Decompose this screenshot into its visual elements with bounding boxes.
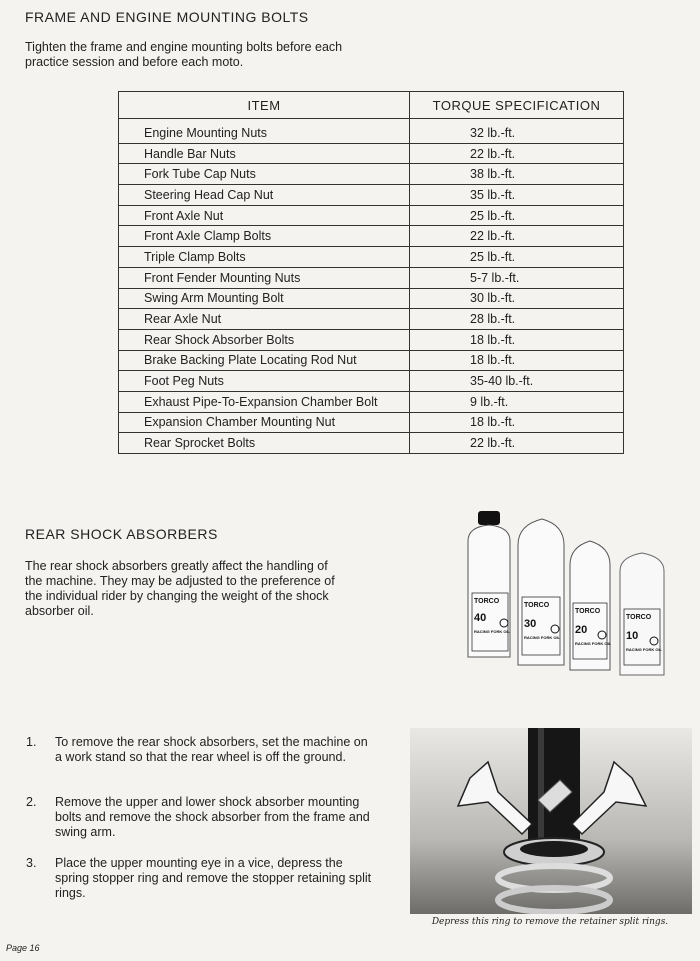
table-row	[119, 433, 624, 454]
shock-heading: REAR SHOCK ABSORBERS	[25, 526, 218, 542]
bottle-20-brand: TORCO	[575, 608, 601, 615]
table-row	[119, 267, 624, 288]
step-number: 1.	[26, 735, 37, 749]
item-cell: Triple Clamp Bolts	[119, 247, 410, 268]
torque-cell: 22 lb.-ft.	[410, 143, 624, 164]
fork-oil-bottles-photo	[460, 505, 695, 685]
item-cell: Rear Axle Nut	[119, 309, 410, 330]
step-text: Place the upper mounting eye in a vice, depress the spring stopper ring and remove the stopper retaining split rings.	[55, 856, 372, 900]
table-row	[119, 185, 624, 206]
page-number: Page 16	[6, 943, 40, 953]
table-row	[119, 371, 624, 392]
bottle-40-weight: 40	[474, 612, 487, 624]
table-row	[119, 309, 624, 330]
bottle-30-weight: 30	[524, 618, 537, 630]
item-cell: Handle Bar Nuts	[119, 143, 410, 164]
torque-cell: 22 lb.-ft.	[410, 433, 624, 454]
torque-cell: 5-7 lb.-ft.	[410, 267, 624, 288]
item-cell: Engine Mounting Nuts	[119, 119, 410, 144]
torque-cell: 18 lb.-ft.	[410, 329, 624, 350]
item-cell: Rear Shock Absorber Bolts	[119, 329, 410, 350]
torque-cell: 25 lb.-ft.	[410, 205, 624, 226]
item-cell: Fork Tube Cap Nuts	[119, 164, 410, 185]
torque-cell: 9 lb.-ft.	[410, 391, 624, 412]
bottle-10-label: RACING FORK OIL	[626, 647, 662, 652]
torque-cell: 35 lb.-ft.	[410, 185, 624, 206]
item-cell: Exhaust Pipe-To-Expansion Chamber Bolt	[119, 391, 410, 412]
table-row	[119, 391, 624, 412]
bottle-40-label: RACING FORK OIL	[474, 629, 510, 634]
item-cell: Front Axle Nut	[119, 205, 410, 226]
torque-cell: 38 lb.-ft.	[410, 164, 624, 185]
table-row	[119, 226, 624, 247]
item-cell: Foot Peg Nuts	[119, 371, 410, 392]
table-row	[119, 247, 624, 268]
frame-heading: FRAME AND ENGINE MOUNTING BOLTS	[25, 9, 309, 25]
item-cell: Expansion Chamber Mounting Nut	[119, 412, 410, 433]
table-row	[119, 119, 624, 144]
bottle-10-weight: 10	[626, 630, 639, 642]
table-row	[119, 288, 624, 309]
item-column-header: ITEM	[119, 92, 410, 119]
table-row	[119, 205, 624, 226]
table-row	[119, 412, 624, 433]
frame-intro: Tighten the frame and engine mounting bolts before each practice session and before each moto.	[25, 40, 343, 69]
torque-cell: 18 lb.-ft.	[410, 350, 624, 371]
shock-absorber-photo	[410, 728, 692, 914]
item-cell: Swing Arm Mounting Bolt	[119, 288, 410, 309]
step-number: 2.	[26, 795, 37, 809]
bottle-20-label: RACING FORK OIL	[575, 641, 611, 646]
torque-cell: 22 lb.-ft.	[410, 226, 624, 247]
torque-cell: 28 lb.-ft.	[410, 309, 624, 330]
bottle-30-brand: TORCO	[524, 602, 550, 609]
table-row	[119, 329, 624, 350]
torque-cell: 32 lb.-ft.	[410, 119, 624, 144]
table-row	[119, 164, 624, 185]
photo-caption: Depress this ring to remove the retainer split rings.	[431, 917, 669, 927]
step-text: Remove the upper and lower shock absorber mounting bolts and remove the shock absorber from the frame and swing arm.	[55, 795, 370, 839]
torque-cell: 18 lb.-ft.	[410, 412, 624, 433]
item-cell: Front Axle Clamp Bolts	[119, 226, 410, 247]
torque-cell: 35-40 lb.-ft.	[410, 371, 624, 392]
item-cell: Front Fender Mounting Nuts	[119, 267, 410, 288]
step-number: 3.	[26, 856, 37, 870]
item-cell: Rear Sprocket Bolts	[119, 433, 410, 454]
bottle-30-label: RACING FORK OIL	[524, 635, 560, 640]
torque-table	[118, 91, 624, 454]
item-cell: Steering Head Cap Nut	[119, 185, 410, 206]
torque-cell: 30 lb.-ft.	[410, 288, 624, 309]
item-cell: Brake Backing Plate Locating Rod Nut	[119, 350, 410, 371]
table-row	[119, 143, 624, 164]
bottle-20-weight: 20	[575, 624, 588, 636]
bottle-40-brand: TORCO	[474, 598, 500, 605]
table-row	[119, 350, 624, 371]
bottle-10-brand: TORCO	[626, 614, 652, 621]
shock-intro: The rear shock absorbers greatly affect the handling of the machine. They may be adjusted to the preference of the individual rider by changing the weight of the shock absorber oil.	[25, 559, 335, 618]
step-text: To remove the rear shock absorbers, set the machine on a work stand so that the rear wheel is off the ground.	[55, 735, 368, 764]
torque-cell: 25 lb.-ft.	[410, 247, 624, 268]
torque-column-header: TORQUE SPECIFICATION	[410, 92, 624, 119]
